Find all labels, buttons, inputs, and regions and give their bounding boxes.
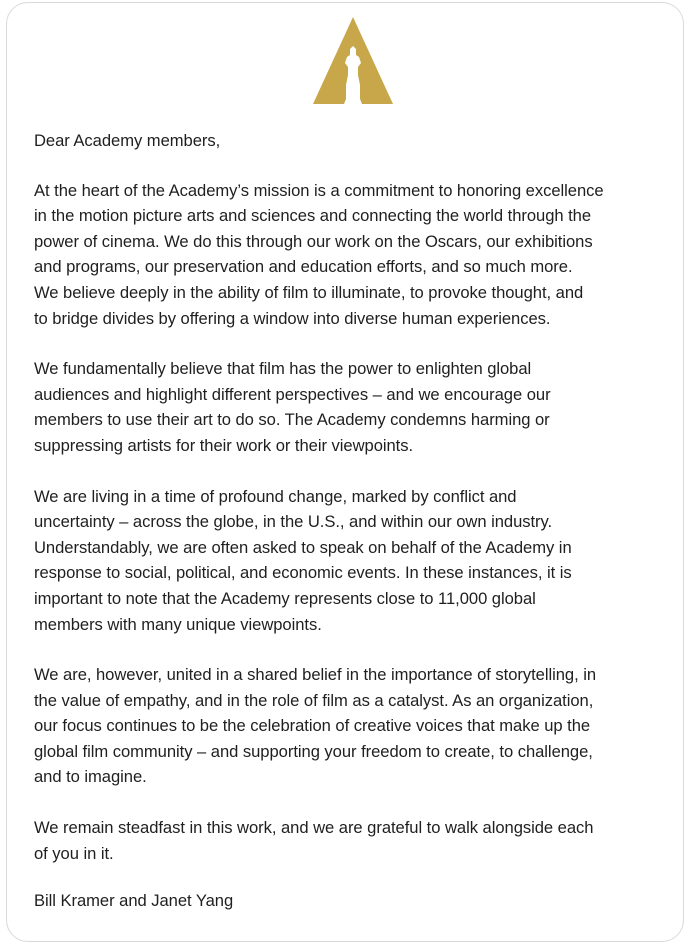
paragraph-line: of you in it. <box>34 843 114 863</box>
paragraph-united <box>34 662 674 790</box>
paragraph-line: to bridge divides by offering a window into diverse human experiences. <box>34 308 551 328</box>
paragraph-change <box>34 484 674 638</box>
logo-triangle <box>313 17 393 104</box>
closing-paragraph <box>34 815 674 866</box>
paragraph-line: global film community – and supporting your freedom to create, to challenge, <box>34 741 593 761</box>
paragraph-line: uncertainty – across the globe, in the U.S., and within our own industry. <box>34 512 553 532</box>
letter-body <box>34 128 674 914</box>
paragraph-line: We believe deeply in the ability of film to illuminate, to provoke thought, and <box>34 282 584 302</box>
paragraph-line: We are living in a time of profound change, marked by conflict and <box>34 486 517 506</box>
paragraph-line: We fundamentally believe that film has the power to enlighten global <box>34 359 532 379</box>
paragraph-line: suppressing artists for their work or their viewpoints. <box>34 435 414 455</box>
paragraph-line: and to imagine. <box>34 767 147 787</box>
paragraph-line: We are, however, united in a shared belief in the importance of storytelling, in <box>34 665 597 685</box>
paragraph-line: our focus continues to be the celebration of creative voices that make up the <box>34 716 591 736</box>
paragraph-line: members with many unique viewpoints. <box>34 614 322 634</box>
paragraph-mission <box>34 178 674 332</box>
paragraph-line: members to use their art to do so. The Academy condemns harming or <box>34 410 550 430</box>
paragraph-line: We remain steadfast in this work, and we are grateful to walk alongside each <box>34 818 594 838</box>
paragraph-line: the value of empathy, and in the role of film as a catalyst. As an organization, <box>34 690 594 710</box>
paragraph-line: important to note that the Academy represents close to 11,000 global <box>34 588 536 608</box>
paragraph-line: and programs, our preservation and education efforts, and so much more. <box>34 257 573 277</box>
paragraph-line: response to social, political, and economic events. In these instances, it is <box>34 563 572 583</box>
paragraph-line: At the heart of the Academy’s mission is a commitment to honoring excellence <box>34 180 604 200</box>
signature: Bill Kramer and Janet Yang <box>34 891 234 911</box>
paragraph-line: Understandably, we are often asked to speak on behalf of the Academy in <box>34 537 572 557</box>
paragraph-beliefs <box>34 356 674 458</box>
paragraph-line: in the motion picture arts and sciences and connecting the world through the <box>34 206 592 226</box>
oscar-statuette-logo <box>313 17 393 104</box>
paragraph-line: power of cinema. We do this through our work on the Oscars, our exhibitions <box>34 231 593 251</box>
salutation: Dear Academy members, <box>34 131 221 150</box>
paragraph-line: audiences and highlight different perspectives – and we encourage our <box>34 384 551 404</box>
